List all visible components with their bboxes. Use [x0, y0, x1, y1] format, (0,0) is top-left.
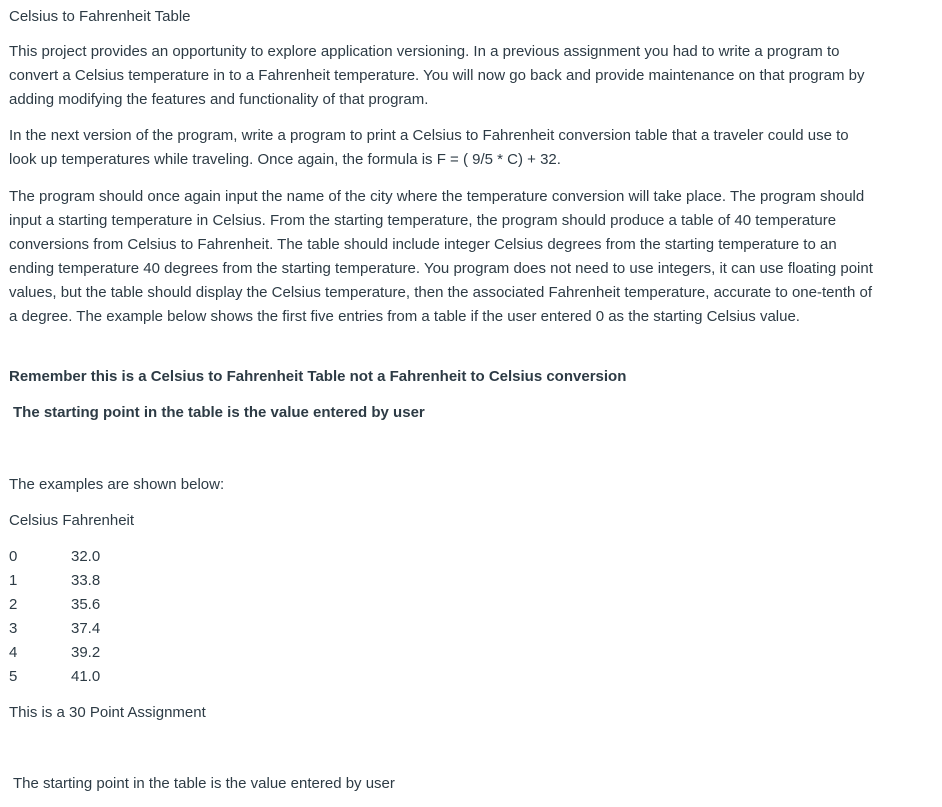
table-row — [9, 665, 209, 689]
table-row — [9, 641, 209, 665]
points-note: This is a 30 Point Assignment — [9, 704, 206, 721]
table-row — [9, 593, 209, 617]
table-row — [9, 545, 209, 569]
celsius-cell: 5 — [9, 668, 18, 685]
celsius-cell: 1 — [9, 572, 18, 589]
celsius-cell: 3 — [9, 620, 18, 637]
examples-label: The examples are shown below: — [9, 476, 225, 493]
fahrenheit-cell: 35.6 — [71, 596, 101, 613]
footer-note: The starting point in the table is the value entered by user — [13, 775, 395, 792]
intro-paragraph: This project provides an opportunity to explore application versioning. In a previous assignment you had to write a program to convert a Celsius temperature in to a Fahrenheit temperature. You will now go back and provide maintenance on that program by adding modifying the features and functionality of that program. — [9, 43, 865, 108]
reminder-note: Remember this is a Celsius to Fahrenheit Table not a Fahrenheit to Celsius conversion — [9, 368, 627, 385]
fahrenheit-cell: 41.0 — [71, 668, 101, 685]
next-version-paragraph: In the next version of the program, write a program to print a Celsius to Fahrenheit conversion table that a traveler could use to look up temperatures while traveling. Once again, the formula is F = ( 9/5 * C) + 32. — [9, 127, 849, 168]
conversion-table — [9, 545, 209, 689]
table-row — [9, 617, 209, 641]
celsius-cell: 2 — [9, 596, 18, 613]
starting-point-note: The starting point in the table is the value entered by user — [13, 404, 425, 421]
celsius-cell: 4 — [9, 644, 18, 661]
page-title: Celsius to Fahrenheit Table — [9, 8, 191, 25]
table-header: Celsius Fahrenheit — [9, 512, 135, 529]
fahrenheit-cell: 32.0 — [71, 548, 101, 565]
table-row — [9, 569, 209, 593]
fahrenheit-cell: 39.2 — [71, 644, 101, 661]
requirements-paragraph: The program should once again input the name of the city where the temperature conversion will take place. The program should input a starting temperature in Celsius. From the starting temperature, the program should produce a table of 40 temperature conversions from Celsius to Fahrenheit. The table should include integer Celsius degrees from the starting temperature to an ending temperature 40 degrees from the starting temperature. You program does not need to use integers, it can use floating point values, but the table should display the Celsius temperature, then the associated Fahrenheit temperature, accurate to one-tenth of a degree. The example below shows the first five entries from a table if the user entered 0 as the starting Celsius value. — [9, 188, 873, 325]
fahrenheit-cell: 37.4 — [71, 620, 101, 637]
fahrenheit-cell: 33.8 — [71, 572, 101, 589]
celsius-cell: 0 — [9, 548, 18, 565]
